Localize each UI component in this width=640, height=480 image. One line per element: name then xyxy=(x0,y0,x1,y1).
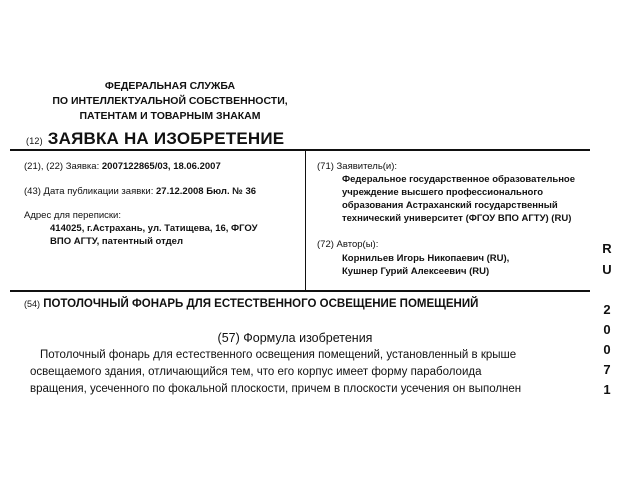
document-type xyxy=(26,129,284,149)
authors-field xyxy=(317,238,378,251)
publication-value: 27.12.2008 Бюл. № 36 xyxy=(156,186,257,197)
author-name: Корнильев Игорь Никопаевич (RU), xyxy=(342,253,510,264)
applicant-line: технический университет (ФГОУ ВПО АГТУ) (RU) xyxy=(342,213,572,224)
formula-heading: (57) Формула изобретения xyxy=(217,331,373,345)
agency-line: ФЕДЕРАЛЬНАЯ СЛУЖБА xyxy=(104,80,236,92)
side-code-char: 0 xyxy=(603,342,611,357)
title-code: (54) xyxy=(24,299,41,309)
side-code-char: U xyxy=(602,262,612,277)
applicant-line: образования Астраханский государственный xyxy=(342,200,558,211)
doc-type-label: ЗАЯВКА НА ИЗОБРЕТЕНИЕ xyxy=(47,129,285,148)
applicant-field xyxy=(317,160,397,173)
application-value: 2007122865/03, 18.06.2007 xyxy=(101,161,221,172)
top-divider xyxy=(10,149,590,151)
agency-line: ПО ИНТЕЛЛЕКТУАЛЬНОЙ СОБСТВЕННОСТИ, xyxy=(52,95,288,107)
publication-field xyxy=(24,185,256,198)
bottom-divider xyxy=(10,290,590,292)
side-code-char: 2 xyxy=(603,302,611,317)
title-text: ПОТОЛОЧНЫЙ ФОНАРЬ ДЛЯ ЕСТЕСТВЕННОГО ОСВЕЩЕНИЕ ПОМЕЩЕНИЙ xyxy=(43,298,479,310)
application-label: Заявка: xyxy=(65,161,100,172)
agency-name xyxy=(20,79,320,124)
side-code-char: R xyxy=(602,241,612,256)
applicant-code: (71) xyxy=(317,161,334,172)
application-codes: (21), (22) xyxy=(24,161,64,172)
authors-code: (72) xyxy=(317,239,334,250)
authors-label: Автор(ы): xyxy=(336,239,379,250)
agency-line: ПАТЕНТАМ И ТОВАРНЫМ ЗНАКАМ xyxy=(79,110,261,122)
claim-line: освещаемого здания, отличающийся тем, что его корпус имеет форму параболоида xyxy=(30,366,482,378)
applicant-label: Заявитель(и): xyxy=(336,161,398,172)
side-code-char: 0 xyxy=(603,322,611,337)
publication-code: (43) xyxy=(24,186,41,197)
address-label: Адрес для переписки: xyxy=(24,210,122,221)
address-line: 414025, г.Астрахань, ул. Татищева, 16, ФГОУ xyxy=(50,223,258,234)
applicant-name xyxy=(342,173,575,225)
address-line: ВПО АГТУ, патентный отдел xyxy=(50,236,184,247)
column-divider xyxy=(305,151,306,291)
claim-line: Потолочный фонарь для естественного освещения помещений, установленный в крыше xyxy=(40,349,517,361)
invention-title xyxy=(24,298,478,310)
doc-type-code: (12) xyxy=(26,136,43,146)
author-name: Кушнер Гурий Алексеевич (RU) xyxy=(342,266,490,277)
authors-list xyxy=(342,252,509,278)
side-code-char: 7 xyxy=(603,362,611,377)
applicant-line: учреждение высшего профессионального xyxy=(342,187,543,198)
address-block xyxy=(50,222,257,248)
publication-label: Дата публикации заявки: xyxy=(43,186,154,197)
application-field xyxy=(24,160,221,173)
applicant-line: Федеральное государственное образовательное xyxy=(342,174,576,185)
claim-line: вращения, усеченного по фокальной плоскости, причем в плоскости усечения он выполнен xyxy=(30,383,522,395)
side-code-char: 1 xyxy=(603,382,611,397)
